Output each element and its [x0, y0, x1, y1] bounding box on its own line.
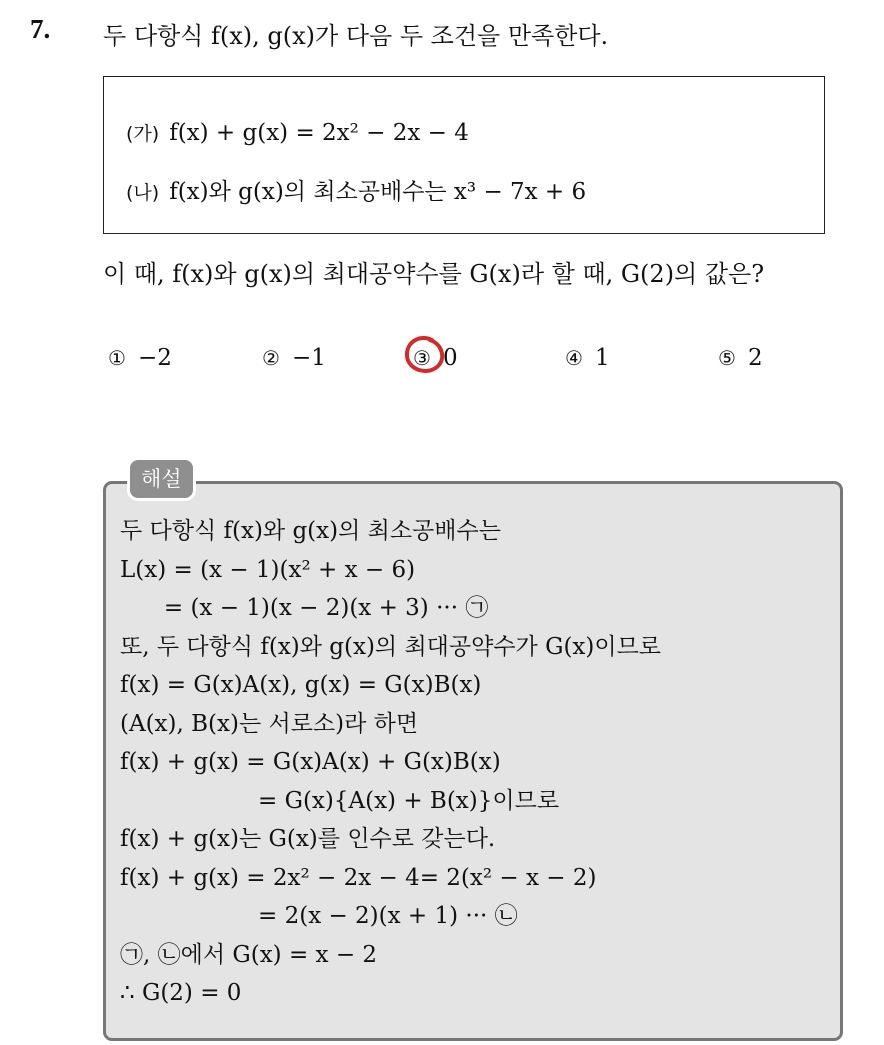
solution-line: = 2(x − 2)(x + 1) ··· ㉡ [258, 903, 518, 929]
answer-mark-circle [402, 334, 446, 378]
solution-lines [120, 515, 661, 1016]
choice-value: 1 [594, 345, 610, 371]
choice-number: ② [262, 346, 280, 370]
condition-tag: (가) [126, 123, 160, 145]
solution-line: f(x) + g(x) = 2x² − 2x − 4= 2(x² − x − 2) [120, 864, 597, 891]
choice-1[interactable] [108, 345, 172, 371]
choice-4[interactable] [565, 345, 610, 371]
solution-line: f(x) + g(x)는 G(x)를 인수로 갖는다. [120, 826, 496, 852]
choice-number: ① [108, 346, 126, 370]
choice-value: 2 [747, 345, 763, 371]
condition-ga [126, 119, 469, 146]
solution-line: 두 다항식 f(x)와 g(x)의 최소공배수는 [120, 518, 501, 544]
solution-line: ㉠, ㉡에서 G(x) = x − 2 [120, 941, 378, 968]
solution-line: L(x) = (x − 1)(x² + x − 6) [120, 556, 416, 583]
choice-value: −1 [291, 345, 326, 371]
choice-number: ⑤ [718, 346, 736, 370]
choice-5[interactable] [718, 345, 763, 371]
choice-value: 0 [442, 345, 458, 371]
condition-text: f(x)와 g(x)의 최소공배수는 x³ − 7x + 6 [169, 179, 587, 205]
solution-line: (A(x), B(x)는 서로소)라 하면 [120, 710, 419, 737]
solution-line: ∴ G(2) = 0 [120, 980, 242, 1006]
solution-line: = (x − 1)(x − 2)(x + 3) ··· ㉠ [120, 595, 489, 621]
solution-line: f(x) = G(x)A(x), g(x) = G(x)B(x) [120, 672, 482, 698]
solution-line: 또, 두 다항식 f(x)와 g(x)의 최대공약수가 G(x)이므로 [120, 633, 662, 660]
question-text: 두 다항식 f(x), g(x)가 다음 두 조건을 만족한다. [103, 22, 609, 50]
solution-line: = G(x){A(x) + B(x)}이므로 [258, 787, 560, 814]
question-number: 7. [30, 14, 51, 44]
choice-value: −2 [137, 345, 172, 371]
condition-na [126, 173, 586, 206]
conditions-box [103, 76, 825, 234]
condition-tag: (나) [126, 182, 160, 204]
solution-line: f(x) + g(x) = G(x)A(x) + G(x)B(x) [120, 749, 501, 775]
question-ask: 이 때, f(x)와 g(x)의 최대공약수를 G(x)라 할 때, G(2)의 값은? [103, 260, 765, 288]
choice-2[interactable] [262, 345, 326, 371]
solution-label: 해설 [127, 457, 196, 501]
condition-text: f(x) + g(x) = 2x² − 2x − 4 [169, 120, 469, 146]
choice-number: ③ [413, 346, 431, 370]
choice-number: ④ [565, 346, 583, 370]
